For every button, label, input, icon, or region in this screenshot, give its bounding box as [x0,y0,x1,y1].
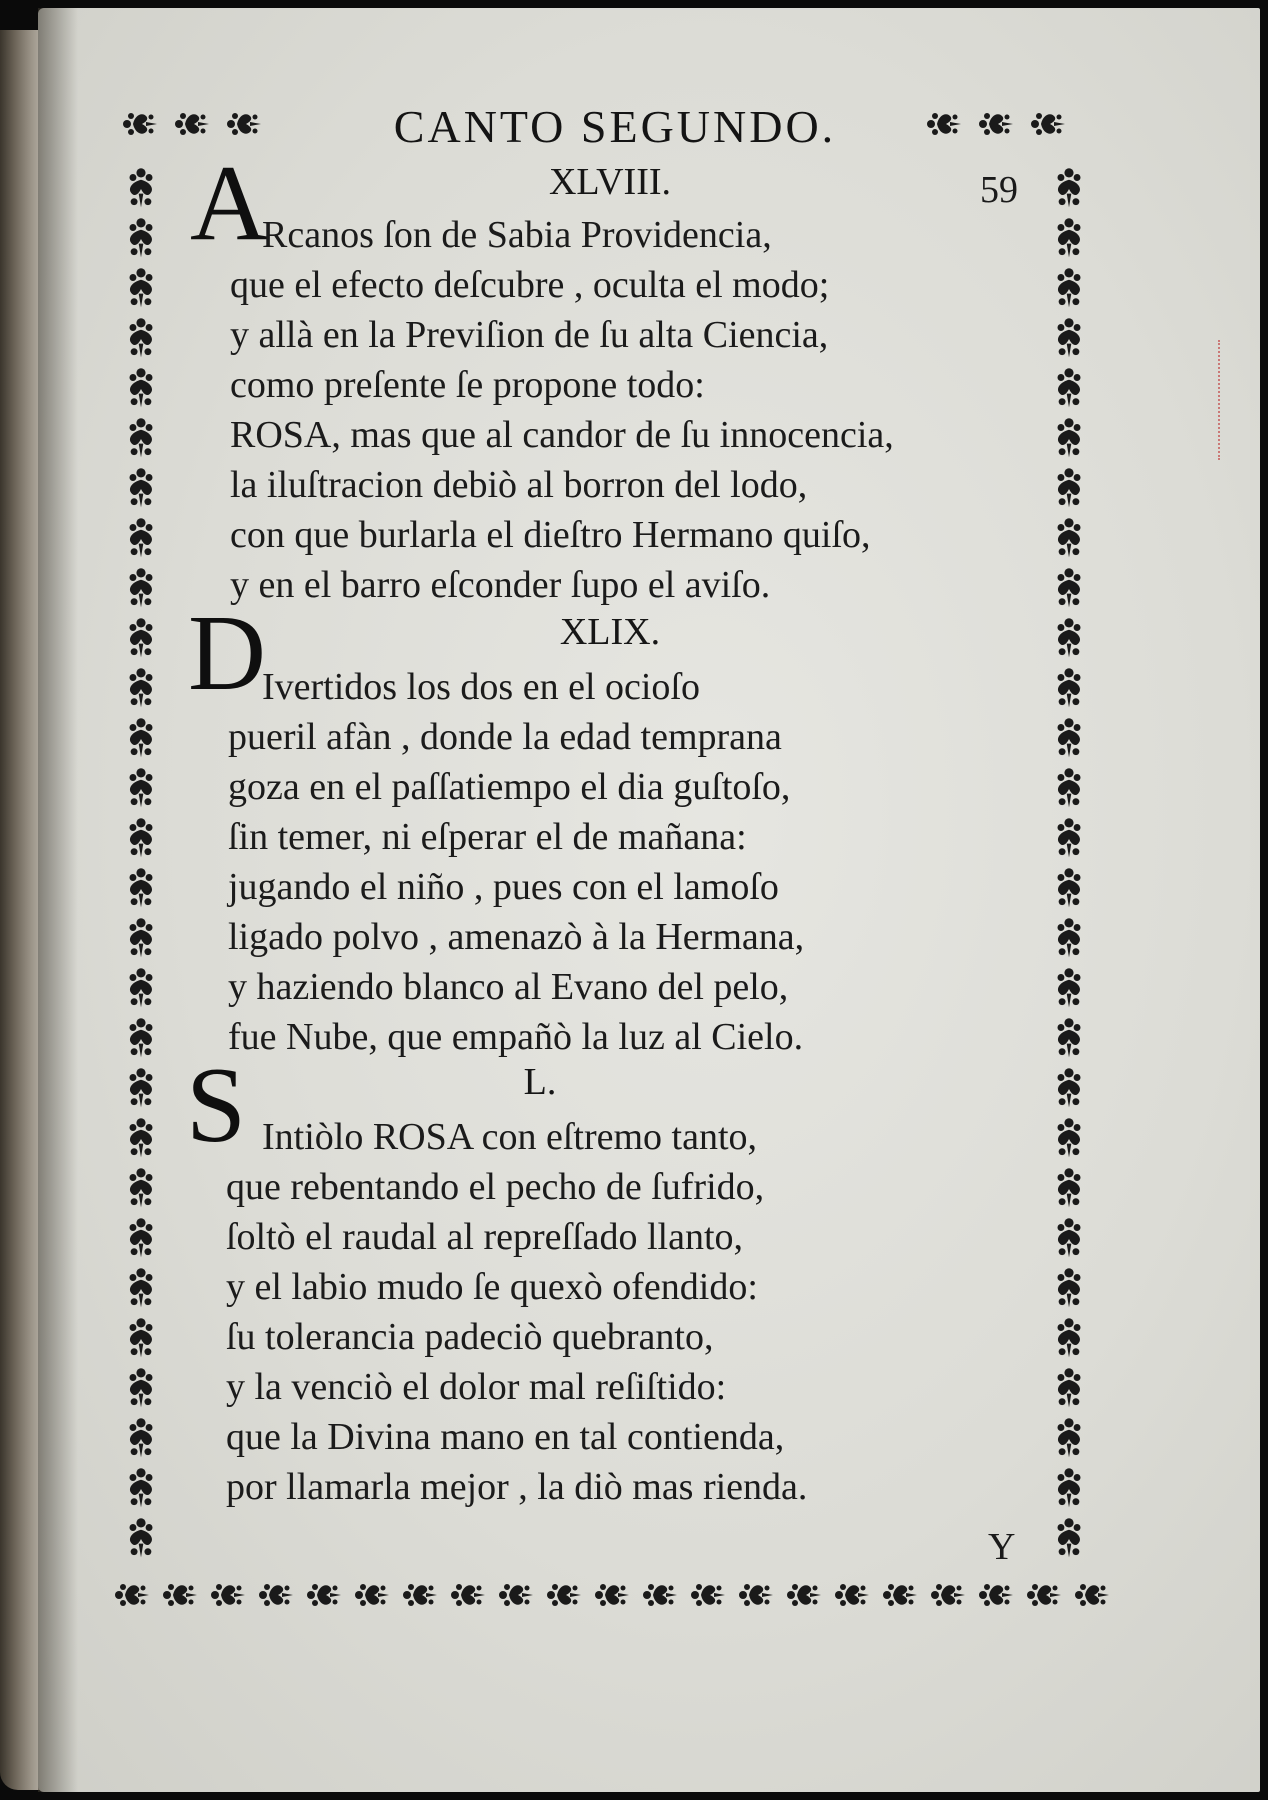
fleuron-ornament [158,1575,202,1615]
verse-line: pueril afàn , donde la edad temprana [228,716,782,758]
fleuron-ornament [118,566,164,612]
fleuron-ornament [398,1575,442,1615]
fleuron-ornament [926,1575,970,1615]
fleuron-ornament [118,1366,164,1412]
fleuron-ornament [1046,1216,1092,1262]
verse-line: y el labio mudo ſe quexò ofendido: [226,1266,758,1308]
fleuron-ornament [350,1575,394,1615]
verse-line: jugando el niño , pues con el lamoſo [228,866,779,908]
verse-line: por llamarla mejor , la diò mas rienda. [226,1466,808,1508]
fleuron-ornament [1046,666,1092,712]
fleuron-ornament [118,1066,164,1112]
drop-cap: S [186,1046,247,1165]
fleuron-ornament [1046,1466,1092,1512]
stanza-number: L. [523,1061,557,1103]
verse-line: y haziendo blanco al Evano del pelo, [228,966,789,1008]
fleuron-ornament [118,1166,164,1212]
fleuron-ornament [590,1575,634,1615]
fleuron-ornament [1046,466,1092,512]
page-number: 59 [980,169,1018,211]
fleuron-ornament [118,866,164,912]
verse-line: ſin temer, ni eſperar el de mañana: [228,816,747,858]
fleuron-ornament [830,1575,874,1615]
ornament-border-left [118,166,164,1562]
verse-line: ligado polvo , amenazò à la Hermana, [228,916,805,958]
fleuron-ornament [118,1516,164,1562]
fleuron-ornament [1046,616,1092,662]
fleuron-ornament [118,516,164,562]
verse-line: ROSA, mas que al candor de ſu innocencia, [230,414,894,456]
fleuron-ornament [1046,266,1092,312]
verse-line: con que burlarla el dieſtro Hermano quiſo, [230,514,871,556]
fleuron-ornament [118,616,164,662]
fleuron-ornament [118,166,164,212]
ornament-border-top-left [118,104,266,144]
verse-line: que rebentando el pecho de ſufrido, [226,1166,765,1208]
fleuron-ornament [254,1575,298,1615]
drop-cap: D [188,594,266,713]
stanza-number: XLVIII. [548,161,672,203]
fleuron-ornament [1046,1316,1092,1362]
fleuron-ornament [1046,1016,1092,1062]
fleuron-ornament [1046,1516,1092,1562]
fleuron-ornament [734,1575,778,1615]
fleuron-ornament [1046,166,1092,212]
running-header: CANTO SEGUNDO. [393,101,837,152]
fleuron-ornament [118,104,162,144]
fleuron-ornament [638,1575,682,1615]
fleuron-ornament [542,1575,586,1615]
fleuron-ornament [1046,316,1092,362]
fleuron-ornament [1046,866,1092,912]
verse-line: y en el barro eſconder ſupo el aviſo. [230,564,771,606]
fleuron-ornament [118,716,164,762]
fleuron-ornament [118,466,164,512]
fleuron-ornament [494,1575,538,1615]
verse-line: fue Nube, que empañò la luz al Cielo. [228,1016,804,1058]
stanza-number: XLIX. [559,611,661,653]
fleuron-ornament [118,1316,164,1362]
ornament-border-bottom [110,1575,1114,1615]
fleuron-ornament [118,966,164,1012]
fleuron-ornament [110,1575,154,1615]
fleuron-ornament [1046,1066,1092,1112]
fleuron-ornament [118,1216,164,1262]
fleuron-ornament [118,1266,164,1312]
verse-line: que el efecto deſcubre , oculta el modo; [230,264,830,306]
fleuron-ornament [1046,216,1092,262]
fleuron-ornament [118,1116,164,1162]
verse-line: Intiòlo ROSA con eſtremo tanto, [262,1116,758,1158]
fleuron-ornament [1046,1266,1092,1312]
fleuron-ornament [118,816,164,862]
fleuron-ornament [974,1575,1018,1615]
fleuron-ornament [118,316,164,362]
verse-line: como preſente ſe propone todo: [230,364,705,406]
ornament-border-right [1046,166,1092,1562]
fleuron-ornament [118,216,164,262]
gutter-shadow [38,8,78,1792]
fleuron-ornament [1046,1416,1092,1462]
fleuron-ornament [118,1416,164,1462]
verse-line: Ivertidos los dos en el ocioſo [262,666,700,708]
fleuron-ornament [1046,1116,1092,1162]
fleuron-ornament [1046,1366,1092,1412]
fleuron-ornament [170,104,214,144]
fleuron-ornament [446,1575,490,1615]
fleuron-ornament [222,104,266,144]
fleuron-ornament [782,1575,826,1615]
fleuron-ornament [878,1575,922,1615]
verse-line: goza en el paſſatiempo el dia guſtoſo, [228,766,791,808]
fleuron-ornament [1046,516,1092,562]
verse-line: y la venciò el dolor mal reſiſtido: [226,1366,727,1408]
fleuron-ornament [974,104,1018,144]
fleuron-ornament [118,1016,164,1062]
fleuron-ornament [1046,716,1092,762]
fleuron-ornament [118,1466,164,1512]
fleuron-ornament [118,916,164,962]
fleuron-ornament [1026,104,1070,144]
fleuron-ornament [118,766,164,812]
fleuron-ornament [1046,816,1092,862]
fleuron-ornament [1046,916,1092,962]
red-ink-mark [1218,340,1228,460]
fleuron-ornament [1046,416,1092,462]
verse-line: Rcanos ſon de Sabia Providencia, [262,214,772,256]
verse-line: ſu tolerancia padeciò quebranto, [226,1316,714,1358]
fleuron-ornament [1046,1166,1092,1212]
fleuron-ornament [922,104,966,144]
verse-line: la iluſtracion debiò al borron del lodo, [230,464,808,506]
fleuron-ornament [1070,1575,1114,1615]
verse-line: ſoltò el raudal al repreſſado llanto, [226,1216,744,1258]
fleuron-ornament [118,416,164,462]
fleuron-ornament [1022,1575,1066,1615]
ornament-border-top-right [922,104,1070,144]
catchword: Y [988,1526,1016,1568]
fleuron-ornament [686,1575,730,1615]
fleuron-ornament [206,1575,250,1615]
verse-line: y allà en la Previſion de ſu alta Ciencia, [230,314,829,356]
fleuron-ornament [302,1575,346,1615]
fleuron-ornament [118,666,164,712]
fleuron-ornament [1046,366,1092,412]
verse-line: que la Divina mano en tal contienda, [226,1416,785,1458]
fleuron-ornament [1046,966,1092,1012]
fleuron-ornament [118,366,164,412]
fleuron-ornament [1046,766,1092,812]
drop-cap: A [190,144,268,263]
fleuron-ornament [118,266,164,312]
fleuron-ornament [1046,566,1092,612]
